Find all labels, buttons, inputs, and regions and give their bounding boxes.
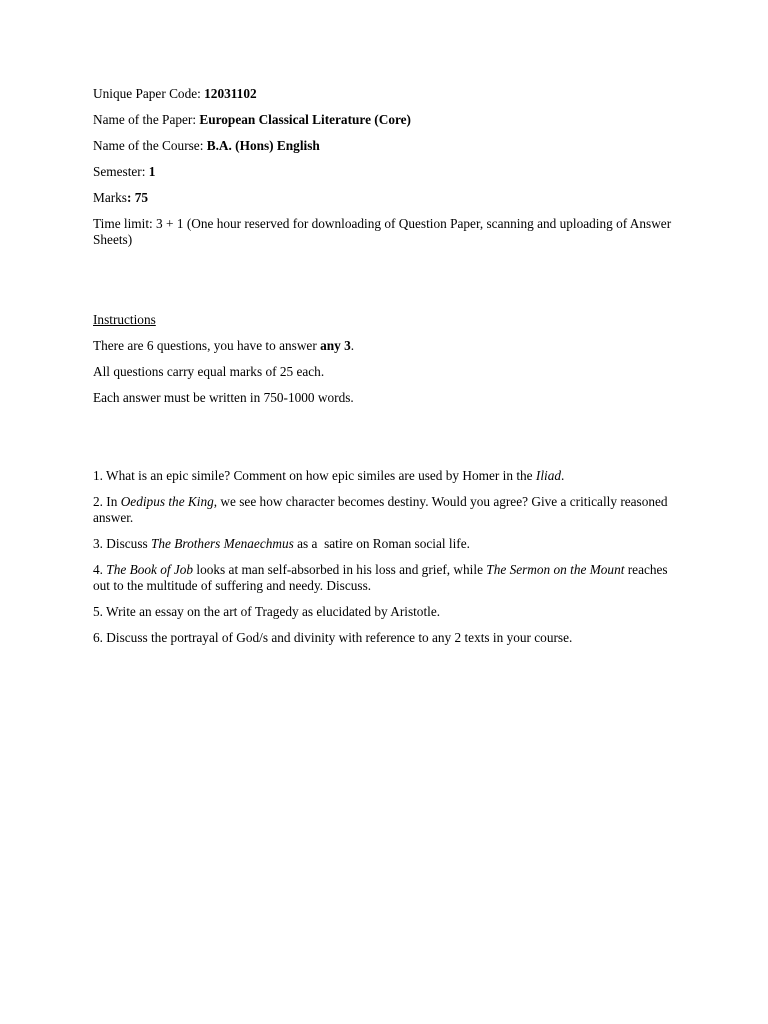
paper-name-value: European Classical Literature (Core) bbox=[199, 112, 411, 127]
instructions-heading-text: Instructions bbox=[93, 312, 156, 327]
instruction-line-1 bbox=[93, 338, 683, 354]
question-5: 5. Write an essay on the art of Tragedy as elucidated by Aristotle. bbox=[93, 604, 441, 619]
question-4-text: 4. bbox=[93, 562, 107, 577]
spacer bbox=[93, 258, 683, 312]
question-4-mid: looks at man self-absorbed in his loss and grief, while bbox=[193, 562, 487, 577]
course-name bbox=[93, 138, 683, 154]
question-2-text: 2. In bbox=[93, 494, 121, 509]
instruction-line-1-pre: There are 6 questions, you have to answer bbox=[93, 338, 321, 353]
question-2-end: , we see how character becomes destiny. Would you agree? Give a critically reasoned answer. bbox=[93, 494, 668, 525]
marks bbox=[93, 190, 683, 206]
instructions-heading bbox=[93, 312, 683, 328]
question-4-title-1: The Book of Job bbox=[106, 562, 194, 577]
document-content bbox=[93, 86, 683, 656]
question-1-text: 1. What is an epic simile? Comment on how epic similes are used by Homer in the bbox=[93, 468, 536, 483]
marks-value: : 75 bbox=[126, 190, 149, 205]
paper-name-label: Name of the Paper: bbox=[93, 112, 200, 127]
question-2 bbox=[93, 494, 683, 526]
marks-label: Marks bbox=[93, 190, 127, 205]
semester-label: Semester: bbox=[93, 164, 149, 179]
instruction-line-1-post: . bbox=[350, 338, 355, 353]
question-4-title-2: The Sermon on the Mount bbox=[486, 562, 625, 577]
question-4 bbox=[93, 562, 683, 594]
unique-paper-code bbox=[93, 86, 683, 102]
question-1-title: Iliad bbox=[535, 468, 562, 483]
instruction-line-3: Each answer must be written in 750-1000 words. bbox=[93, 390, 354, 405]
course-name-value: B.A. (Hons) English bbox=[206, 138, 320, 153]
course-name-label: Name of the Course: bbox=[93, 138, 207, 153]
unique-paper-code-value: 12031102 bbox=[204, 86, 257, 101]
instruction-line-1-bold: any 3 bbox=[320, 338, 351, 353]
question-1-end: . bbox=[561, 468, 565, 483]
time-limit: Time limit: 3 + 1 (One hour reserved for downloading of Question Paper, scanning and uploading of Answer Sheets) bbox=[93, 216, 672, 247]
semester-value: 1 bbox=[148, 164, 156, 179]
spacer bbox=[93, 416, 683, 468]
question-3-end: as a satire on Roman social life. bbox=[293, 536, 470, 551]
question-4-end: reaches out to the multitude of suffering and needy. Discuss. bbox=[93, 562, 668, 593]
unique-paper-code-label: Unique Paper Code: bbox=[93, 86, 205, 101]
question-3 bbox=[93, 536, 683, 552]
paper-name bbox=[93, 112, 683, 128]
question-6: 6. Discuss the portrayal of God/s and divinity with reference to any 2 texts in your course. bbox=[93, 630, 573, 645]
question-3-title: The Brothers Menaechmus bbox=[151, 536, 294, 551]
semester bbox=[93, 164, 683, 180]
question-1 bbox=[93, 468, 683, 484]
question-2-title: Oedipus the King bbox=[120, 494, 214, 509]
instruction-line-2: All questions carry equal marks of 25 each. bbox=[93, 364, 325, 379]
question-3-text: 3. Discuss bbox=[93, 536, 151, 551]
